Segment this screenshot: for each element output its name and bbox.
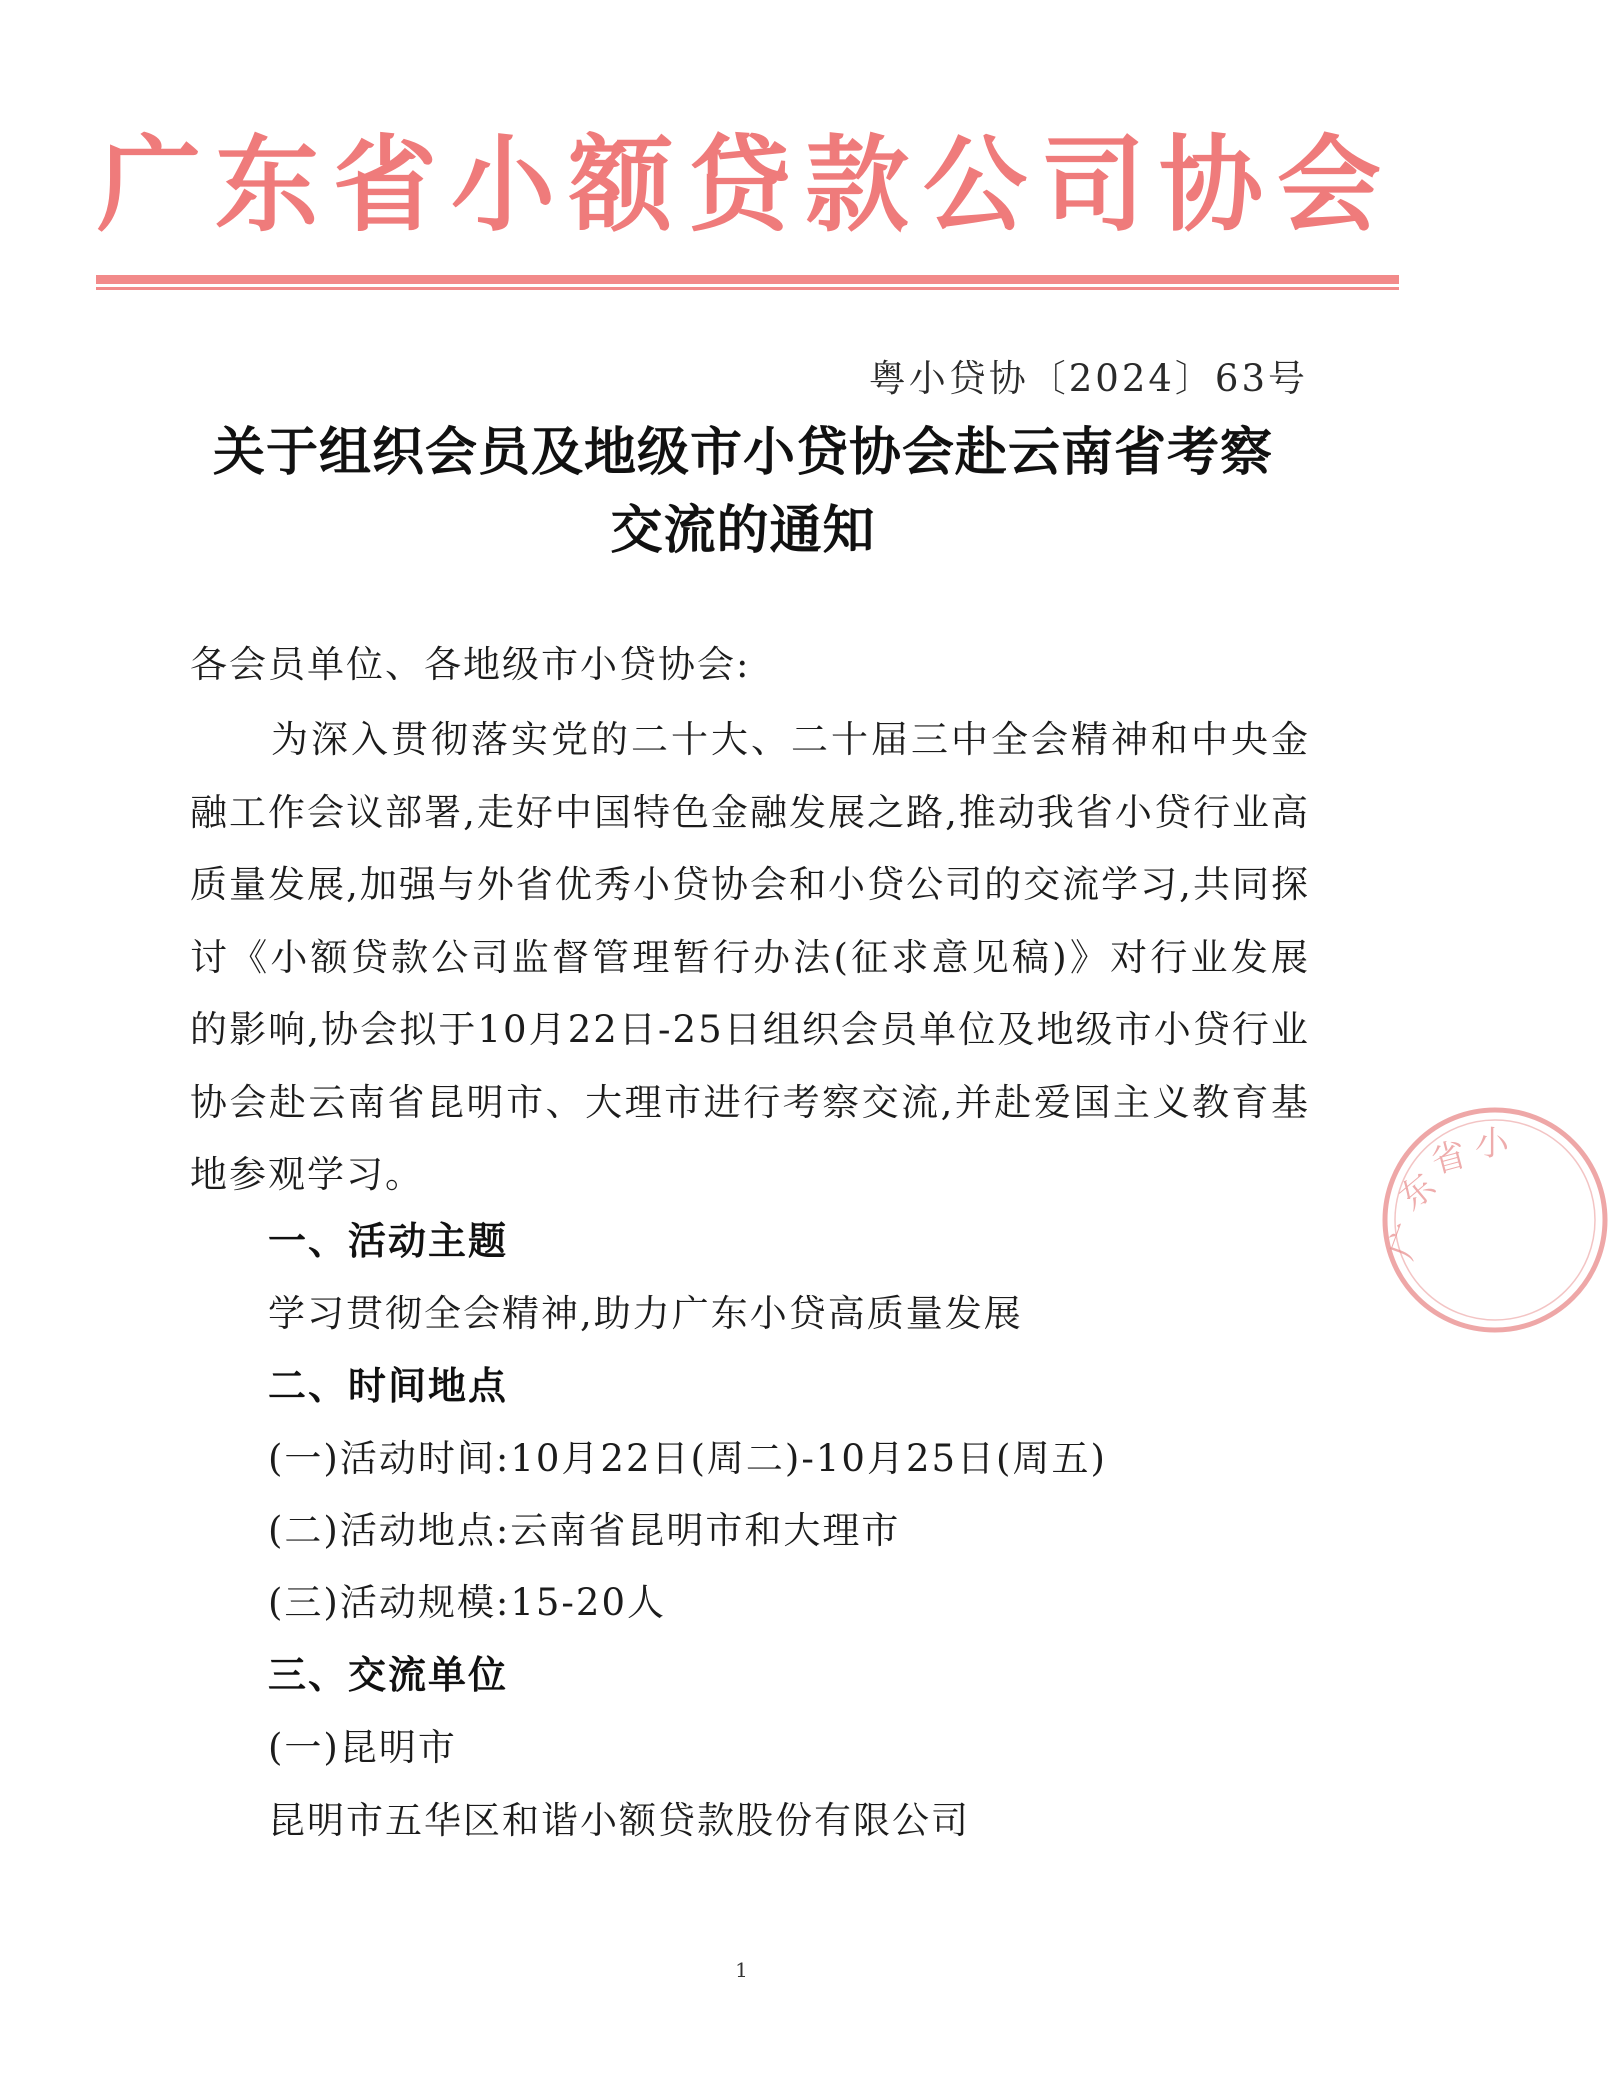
- svg-text:省: 省: [1427, 1134, 1471, 1182]
- section3-sub-kunming: (一)昆明市: [268, 1726, 457, 1769]
- document-title-line2: 交流的通知: [610, 500, 876, 561]
- salutation: 各会员单位、各地级市小贷协会:: [190, 643, 751, 686]
- masthead-title: 广东省小额贷款公司协会: [96, 123, 1395, 246]
- svg-text:小: 小: [1475, 1124, 1509, 1164]
- intro-text: 为深入贯彻落实党的二十大、二十届三中全会精神和中央金融工作会议部署,走好中国特色金融发展之路,推动我省小贷行业高质量发展,加强与外省优秀小贷协会和小贷公司的交流学习,共同探讨《小额贷款公司监督管理暂行办法(征求意见稿)》对行业发展的影响,协会拟于10月22日-25日组织会员单位及地级市小贷行业协会赴云南省昆明市、大理市进行考察交流,并赴爱国主义教育基地参观学习。: [190, 718, 1310, 1196]
- section2-heading: 二、时间地点: [268, 1363, 509, 1408]
- section3-company: 昆明市五华区和谐小额贷款股份有限公司: [268, 1799, 970, 1842]
- document-number: 粤小贷协〔2024〕63号: [868, 357, 1308, 400]
- official-seal-icon: [1370, 1095, 1620, 1345]
- svg-text:东: 东: [1391, 1166, 1444, 1219]
- masthead-rule-thin: [96, 287, 1399, 290]
- masthead-rule-thick: [96, 275, 1399, 284]
- intro-paragraph: [190, 704, 1310, 1212]
- section2-item-location: (二)活动地点:云南省昆明市和大理市: [268, 1509, 901, 1552]
- section2-item-scale: (三)活动规模:15-20人: [268, 1581, 666, 1624]
- section2-item-time: (一)活动时间:10月22日(周二)-10月25日(周五): [268, 1437, 1107, 1480]
- section1-text: 学习贯彻全会精神,助力广东小贷高质量发展: [268, 1292, 1023, 1335]
- page-number: 1: [735, 1958, 748, 1982]
- section1-heading: 一、活动主题: [268, 1218, 509, 1263]
- svg-text:广: 广: [1381, 1219, 1431, 1265]
- section3-heading: 三、交流单位: [268, 1652, 509, 1697]
- document-title-line1: 关于组织会员及地级市小贷协会赴云南省考察: [212, 422, 1273, 483]
